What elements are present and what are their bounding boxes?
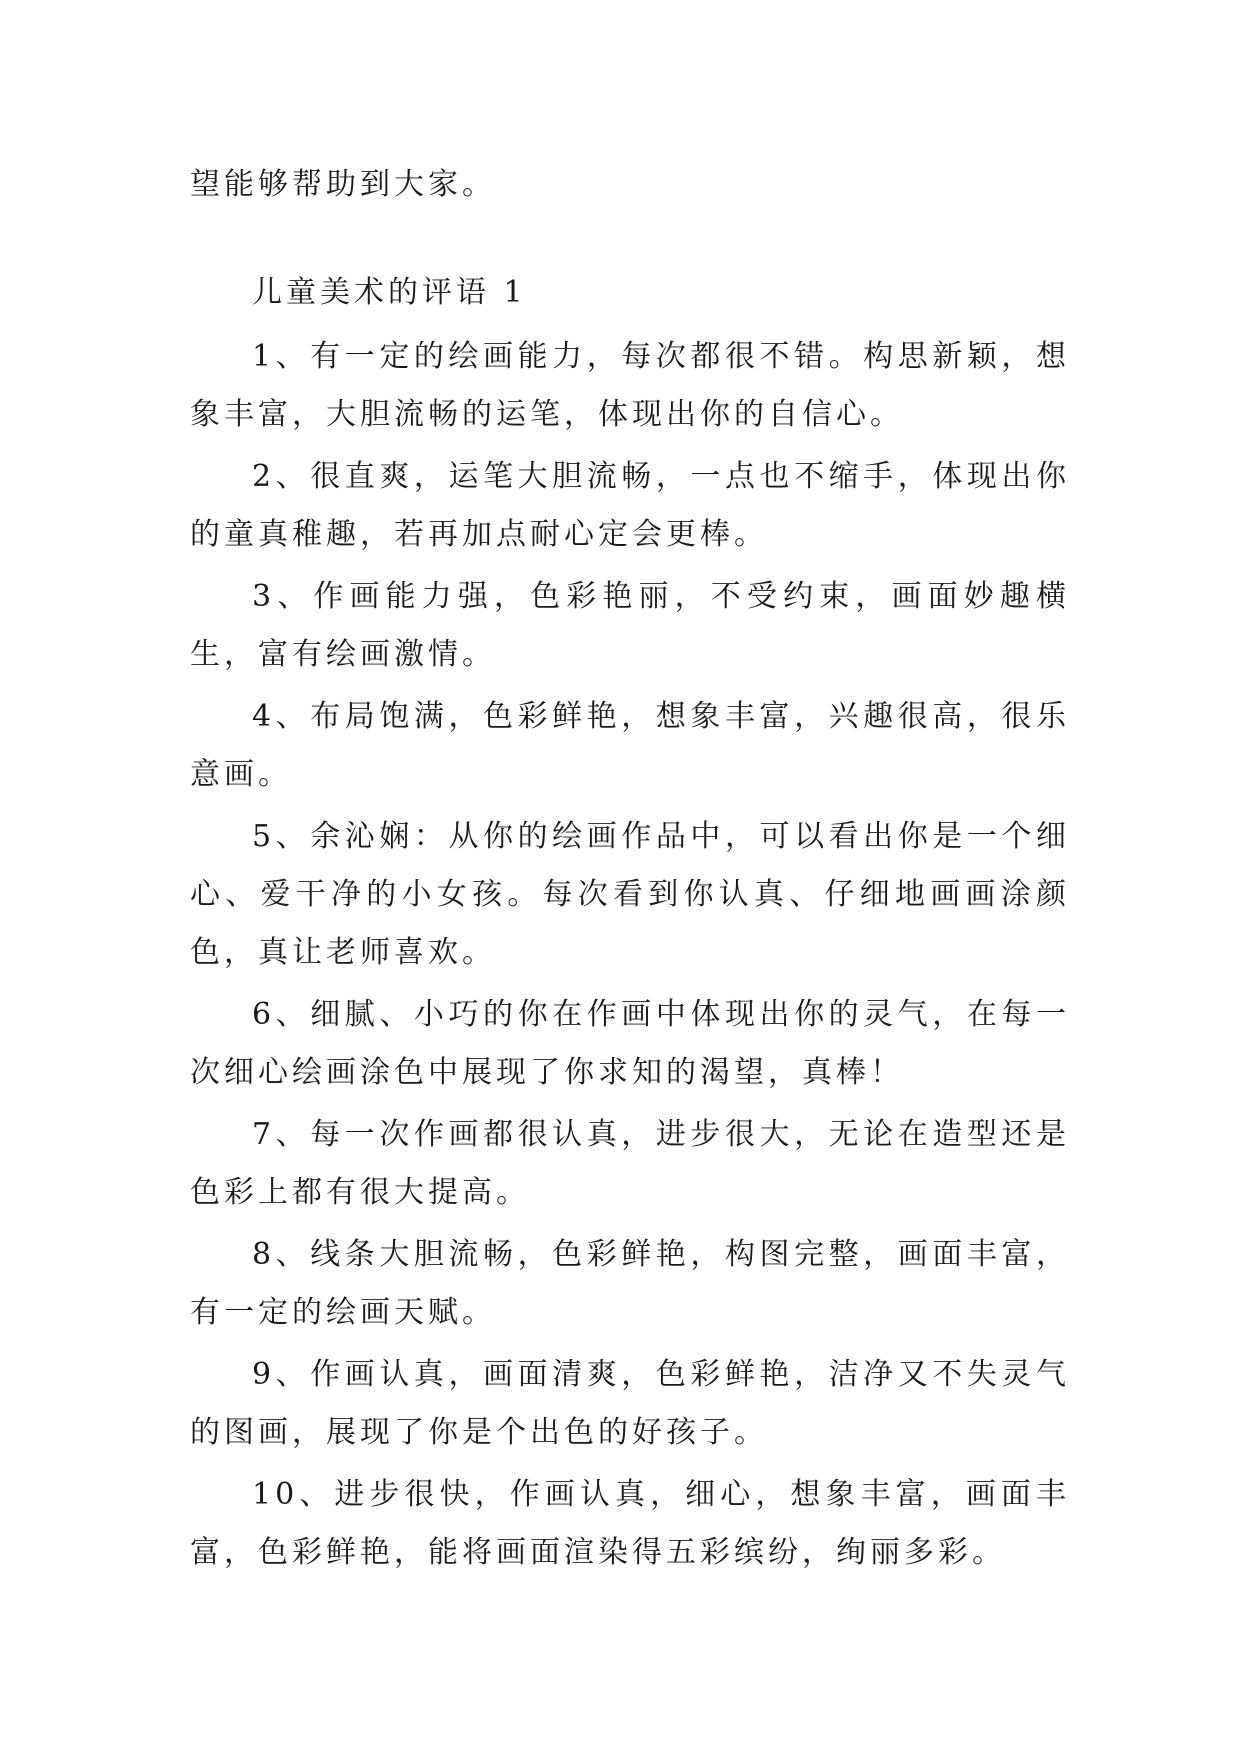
document-body — [190, 156, 1070, 1586]
comment-item-1: 1、有一定的绘画能力，每次都很不错。构思新颖，想象丰富，大胆流畅的运笔，体现出你的自信心。 — [190, 339, 1070, 432]
comment-item-4: 4、布局饱满，色彩鲜艳，想象丰富，兴趣很高，很乐意画。 — [190, 699, 1070, 792]
comment-item-7: 7、每一次作画都很认真，进步很大，无论在造型还是色彩上都有很大提高。 — [190, 1117, 1070, 1210]
comment-item-10: 10、进步很快，作画认真，细心，想象丰富，画面丰富，色彩鲜艳，能将画面渲染得五彩缤纷，绚丽多彩。 — [190, 1477, 1070, 1570]
comment-item-9: 9、作画认真，画面清爽，色彩鲜艳，洁净又不失灵气的图画，展现了你是个出色的好孩子。 — [190, 1357, 1070, 1450]
comment-item-3: 3、作画能力强，色彩艳丽，不受约束，画面妙趣横生，富有绘画激情。 — [190, 579, 1070, 672]
comment-item-2: 2、很直爽，运笔大胆流畅，一点也不缩手，体现出你的童真稚趣，若再加点耐心定会更棒。 — [190, 459, 1070, 552]
section-title: 儿童美术的评语 1 — [252, 275, 527, 310]
comment-item-5: 5、余沁娴：从你的绘画作品中，可以看出你是一个细心、爱干净的小女孩。每次看到你认真、仔细地画画涂颜色，真让老师喜欢。 — [190, 819, 1070, 970]
comment-item-6: 6、细腻、小巧的你在作画中体现出你的灵气，在每一次细心绘画涂色中展现了你求知的渴望，真棒！ — [190, 997, 1070, 1090]
intro-paragraph: 望能够帮助到大家。 — [190, 167, 496, 202]
comment-item-8: 8、线条大胆流畅，色彩鲜艳，构图完整，画面丰富，有一定的绘画天赋。 — [190, 1237, 1070, 1330]
